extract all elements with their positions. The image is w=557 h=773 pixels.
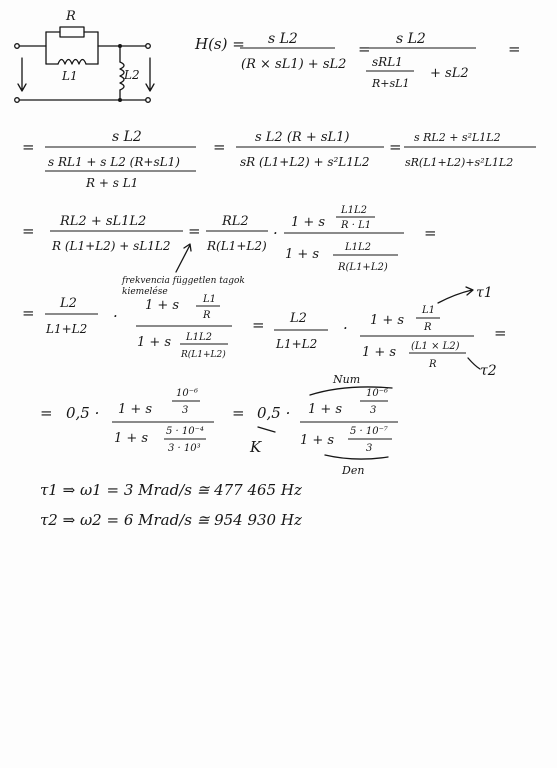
l5-frac1-num-frac-num: 10⁻⁶ [176,388,199,399]
l3-frac1-den: R (L1+L2) + sL1L2 [52,239,171,253]
l3-frac1-num: RL2 + sL1L2 [60,214,147,229]
dot-operator: · [273,224,278,242]
l4-frac4-den-pre: 1 + s [362,345,397,360]
l5-frac1-num-pre: 1 + s [118,402,153,417]
l4-frac2-den-pre: 1 + s [137,335,172,350]
equals-sign: = [188,222,201,240]
l5-frac2-num-frac-num: 10⁻⁶ [366,388,389,399]
equation-line-2 [22,129,536,190]
equation-line-4 [22,285,507,379]
l4-frac4-num-frac-den: R [424,322,432,333]
equals-sign: = [358,40,371,58]
dot-operator: · [343,319,348,337]
result-tau1: τ1 ⇒ ω1 = 3 Mrad/s ≅ 477 465 Hz [40,481,302,499]
input-voltage-arrow [18,58,26,91]
tau2-arrow [468,358,480,369]
k-label: K [250,438,262,456]
k-arrow [258,427,275,432]
tau2-label: τ2 [480,363,497,379]
equals-sign: = [22,138,35,156]
l3-frac2-num: RL2 [222,214,249,229]
results-block [40,481,302,529]
den-brace [325,455,388,459]
l2-frac3-den: sR(L1+L2)+s²L1L2 [405,156,514,169]
equals-sign: = [22,222,35,240]
l5-frac2-num-pre: 1 + s [308,402,343,417]
l1-frac1-den: (R × sL1) + sL2 [241,57,347,72]
label-l1: L1 [62,69,78,83]
output-voltage-arrow [146,58,154,91]
annotation-text-line2: kiemelése [122,287,168,297]
l1-frac2-num: s L2 [396,31,426,47]
l3-frac2-den: R(L1+L2) [207,239,267,253]
equation-line-3 [22,205,437,297]
l2-frac1-den-bottom: R + s L1 [86,176,139,190]
l5-frac1-den-pre: 1 + s [114,431,149,446]
l5-frac1-num-frac-den: 3 [182,405,189,416]
equation-line-1 [194,31,521,90]
label-l2: L2 [124,68,140,82]
l2-frac2-num: s L2 (R + sL1) [255,130,350,145]
label-r: R [66,9,76,24]
l2-frac3-num: s RL2 + s²L1L2 [414,131,501,144]
resistor-r [60,27,84,37]
l2-frac1-den-top: s RL1 + s L2 (R+sL1) [48,155,180,169]
l4-frac3-num: L2 [290,311,307,326]
l4-frac4-den-frac-den: R [429,359,437,370]
lhs-h-of-s: H(s) = [195,35,245,53]
equals-sign: = [232,404,245,422]
l4-frac3-den: L1+L2 [276,337,318,351]
equals-sign: = [252,316,265,334]
l1-frac2-inner-num: sRL1 [372,55,403,69]
equation-line-5 [40,373,398,477]
l1-frac1-num: s L2 [268,31,298,47]
l4-frac2-num-frac-num: L1 [203,294,217,305]
l5-frac2-num-frac-den: 3 [370,405,377,416]
junction-bottom [118,98,122,102]
l5-frac2-den-frac-num: 5 · 10⁻⁷ [350,426,388,437]
equals-sign: = [389,138,402,156]
l1-frac2-inner-den: R+sL1 [372,77,410,90]
l5-frac1-den-frac-den: 3 · 10³ [168,443,201,454]
l4-frac2-num-frac-den: R [203,310,211,321]
l5-k1: 0,5 · [66,404,100,422]
l4-frac2-den-frac-num: L1L2 [186,332,213,343]
equals-sign: = [213,138,226,156]
annotation-arrow [176,244,191,272]
l4-frac4-den-frac-num: (L1 × L2) [411,341,460,352]
equals-sign: = [494,324,507,342]
inductor-l1 [58,60,86,65]
den-label: Den [342,464,365,477]
equals-sign: = [22,304,35,322]
l4-frac2-num-pre: 1 + s [145,298,180,313]
l3-frac3-num-frac-num: L1L2 [341,205,368,216]
l5-k2: 0,5 · [257,404,291,422]
equals-sign: = [508,40,521,58]
equals-sign: = [40,404,53,422]
num-label: Num [333,373,361,386]
l1-frac2-den-tail: + sL2 [430,66,469,81]
dot-operator: · [113,307,118,325]
l4-frac1-den: L1+L2 [46,322,88,336]
l2-frac2-den: sR (L1+L2) + s²L1L2 [240,155,370,169]
l3-frac3-num-frac-den: R · L1 [341,220,372,231]
circuit-diagram [15,9,154,102]
tau1-arrow [438,287,473,303]
l5-frac2-den-frac-den: 3 [366,443,373,454]
l3-frac3-num-pre: 1 + s [291,215,326,230]
l3-frac3-den-pre: 1 + s [285,247,320,262]
l5-frac1-den-frac-num: 5 · 10⁻⁴ [166,426,204,437]
l3-frac3-den-frac-den: R(L1+L2) [338,262,388,273]
annotation-text-line1: frekvencia független tagok [122,276,245,286]
l5-frac2-den-pre: 1 + s [300,433,335,448]
tau1-label: τ1 [476,285,493,301]
l2-frac1-num: s L2 [112,129,142,145]
l4-frac4-num-frac-num: L1 [422,305,436,316]
l4-frac4-num-pre: 1 + s [370,313,405,328]
equals-sign: = [424,224,437,242]
l4-frac2-den-frac-den: R(L1+L2) [181,350,226,360]
l3-frac3-den-frac-num: L1L2 [345,242,372,253]
l4-frac1-num: L2 [60,296,77,311]
result-tau2: τ2 ⇒ ω2 = 6 Mrad/s ≅ 954 930 Hz [40,511,302,529]
